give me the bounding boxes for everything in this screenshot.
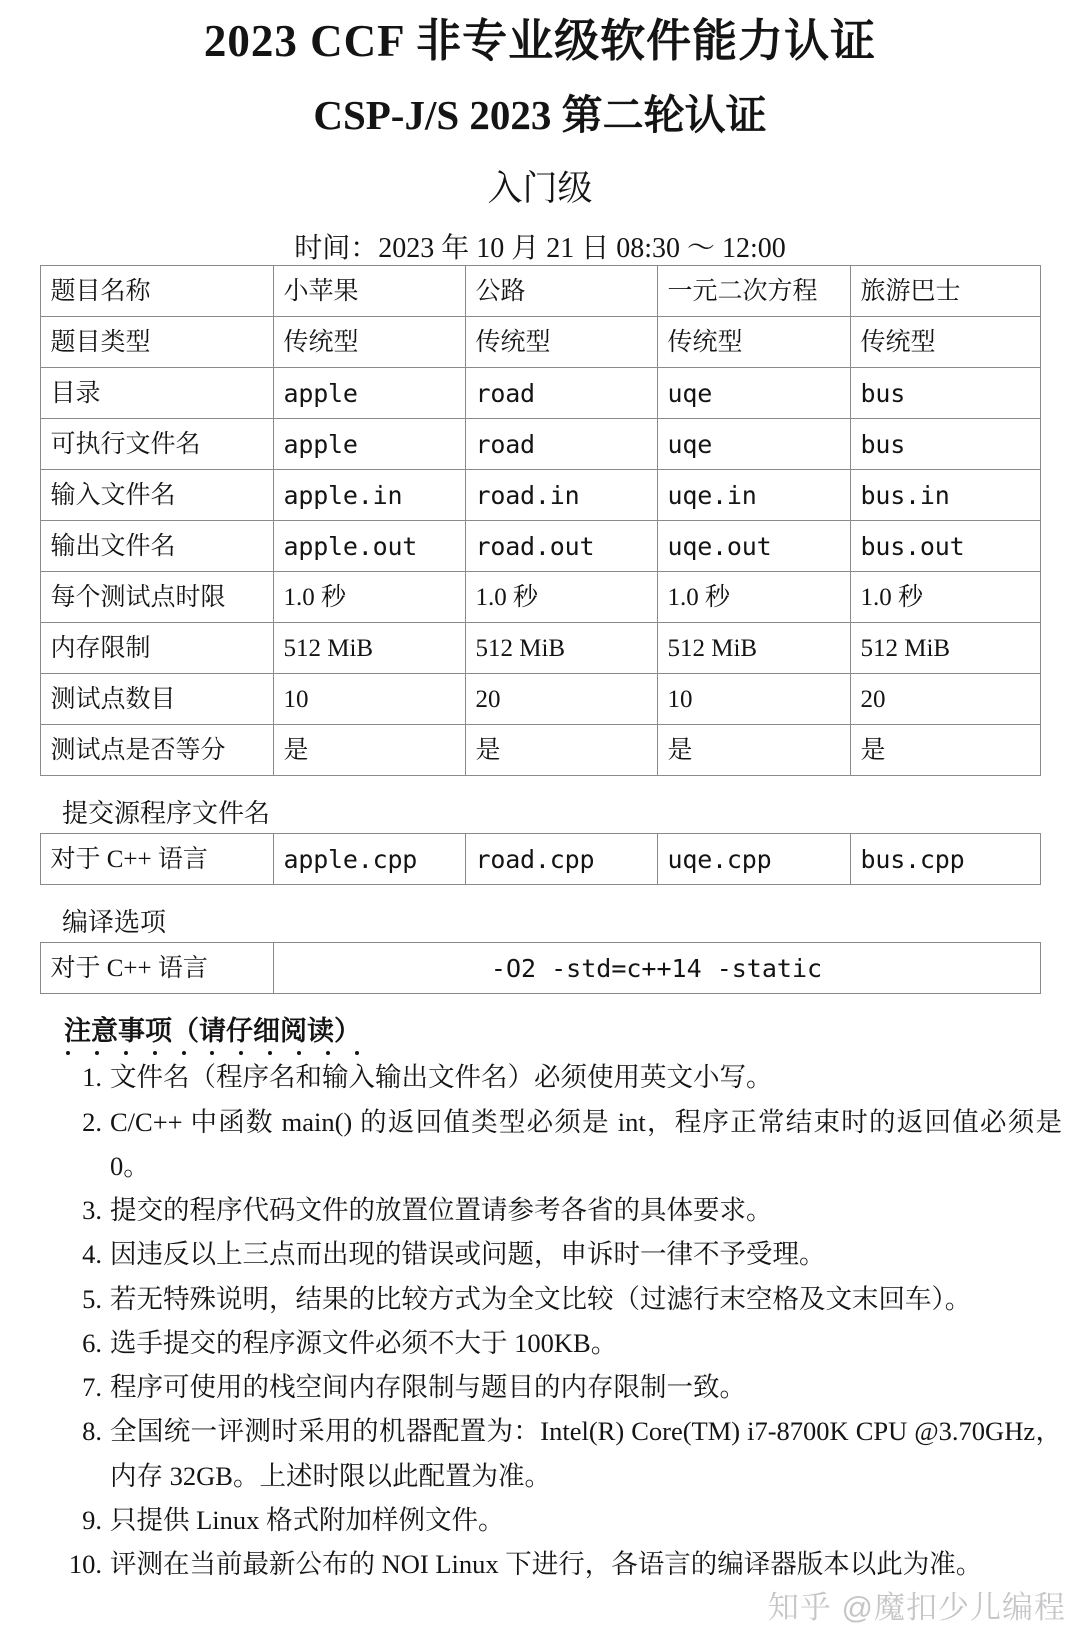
table-row xyxy=(40,470,1040,521)
cell-bus: 1.0 秒 xyxy=(850,572,1040,623)
cell-road: 传统型 xyxy=(465,317,657,368)
row-label: 可执行文件名 xyxy=(40,419,273,470)
note-item: 评测在当前最新公布的 NOI Linux 下进行，各语言的编译器版本以此为准。 xyxy=(110,1549,983,1580)
cell-apple: 512 MiB xyxy=(273,623,465,674)
table-row xyxy=(40,943,1040,994)
note-item: C/C++ 中函数 main() 的返回值类型必须是 int，程序正常结束时的返回值必须是 0。 xyxy=(110,1106,1062,1181)
note-item: 文件名（程序名和输入输出文件名）必须使用英文小写。 xyxy=(110,1062,773,1093)
cell-uqe: uqe xyxy=(657,368,850,419)
cell-apple: 10 xyxy=(273,674,465,725)
page-title-sub: CSP-J/S 2023 第二轮认证 xyxy=(313,91,767,138)
table-row xyxy=(40,623,1040,674)
source-filename-label: 提交源程序文件名 xyxy=(62,799,271,829)
cell-uqe: uqe.out xyxy=(657,521,850,572)
note-item: 全国统一评测时采用的机器配置为：Intel(R) Core(TM) i7-8700K CPU @3.70GHz，内存 32GB。上述时限以此配置为准。 xyxy=(110,1416,1062,1491)
cell-bus: bus xyxy=(850,419,1040,470)
cell-road: 1.0 秒 xyxy=(465,572,657,623)
table-row xyxy=(40,834,1040,885)
cell-road: road xyxy=(465,419,657,470)
source-file-road: road.cpp xyxy=(465,834,657,885)
cell-bus: 旅游巴士 xyxy=(850,266,1040,317)
cell-road: road.in xyxy=(465,470,657,521)
note-item: 提交的程序代码文件的放置位置请参考各省的具体要求。 xyxy=(110,1195,773,1226)
row-label: 目录 xyxy=(40,368,273,419)
row-label: 题目名称 xyxy=(40,266,273,317)
cell-apple: 是 xyxy=(273,725,465,776)
notes-heading xyxy=(64,1014,361,1049)
notes-section xyxy=(0,994,1080,1586)
cell-bus: 20 xyxy=(850,674,1040,725)
row-label: 题目类型 xyxy=(40,317,273,368)
notes-heading-text: 注意事项（请仔细阅读） xyxy=(64,1016,361,1047)
cell-apple: apple xyxy=(273,368,465,419)
note-item: 只提供 Linux 格式附加样例文件。 xyxy=(110,1504,505,1535)
cell-road: 512 MiB xyxy=(465,623,657,674)
cell-uqe: 是 xyxy=(657,725,850,776)
notes-list xyxy=(64,1055,1062,1586)
note-item: 因违反以上三点而出现的错误或问题，申诉时一律不予受理。 xyxy=(110,1239,826,1270)
cell-uqe: uqe xyxy=(657,419,850,470)
compile-row-label: 对于 C++ 语言 xyxy=(40,943,273,994)
cell-bus: bus.out xyxy=(850,521,1040,572)
compile-option-table xyxy=(40,942,1041,994)
cell-apple: apple.out xyxy=(273,521,465,572)
cell-uqe: 10 xyxy=(657,674,850,725)
source-file-apple: apple.cpp xyxy=(273,834,465,885)
note-item: 选手提交的程序源文件必须不大于 100KB。 xyxy=(110,1327,618,1358)
table-row xyxy=(40,725,1040,776)
exam-time: 时间：2023 年 10 月 21 日 08:30 ～ 12:00 xyxy=(294,233,786,265)
cell-bus: bus xyxy=(850,368,1040,419)
source-filename-table xyxy=(40,833,1041,885)
cell-apple: 传统型 xyxy=(273,317,465,368)
cell-uqe: uqe.in xyxy=(657,470,850,521)
cell-road: road xyxy=(465,368,657,419)
source-row-label: 对于 C++ 语言 xyxy=(40,834,273,885)
page-title-main: 2023 CCF 非专业级软件能力认证 xyxy=(203,16,877,66)
compile-option-label: 编译选项 xyxy=(62,908,167,938)
problem-info-table xyxy=(40,265,1041,776)
table-row xyxy=(40,521,1040,572)
table-row xyxy=(40,266,1040,317)
cell-apple: apple.in xyxy=(273,470,465,521)
cell-road: 公路 xyxy=(465,266,657,317)
table-row xyxy=(40,674,1040,725)
cell-uqe: 一元二次方程 xyxy=(657,266,850,317)
row-label: 内存限制 xyxy=(40,623,273,674)
row-label: 测试点数目 xyxy=(40,674,273,725)
cell-bus: 传统型 xyxy=(850,317,1040,368)
source-file-bus: bus.cpp xyxy=(850,834,1040,885)
table-row xyxy=(40,572,1040,623)
row-label: 输出文件名 xyxy=(40,521,273,572)
compile-flags: -O2 -std=c++14 -static xyxy=(273,943,1040,994)
row-label: 测试点是否等分 xyxy=(40,725,273,776)
row-label: 输入文件名 xyxy=(40,470,273,521)
row-label: 每个测试点时限 xyxy=(40,572,273,623)
table-row xyxy=(40,317,1040,368)
cell-apple: 小苹果 xyxy=(273,266,465,317)
cell-uqe: 1.0 秒 xyxy=(657,572,850,623)
cell-apple: apple xyxy=(273,419,465,470)
cell-road: 20 xyxy=(465,674,657,725)
note-item: 若无特殊说明，结果的比较方式为全文比较（过滤行末空格及文末回车）。 xyxy=(110,1283,972,1314)
cell-bus: 512 MiB xyxy=(850,623,1040,674)
cell-road: 是 xyxy=(465,725,657,776)
page-title-level: 入门级 xyxy=(487,168,593,208)
source-file-uqe: uqe.cpp xyxy=(657,834,850,885)
cell-apple: 1.0 秒 xyxy=(273,572,465,623)
cell-bus: bus.in xyxy=(850,470,1040,521)
watermark: 知乎 @魔扣少儿编程 xyxy=(767,1590,1066,1625)
table-row xyxy=(40,419,1040,470)
cell-uqe: 传统型 xyxy=(657,317,850,368)
note-item: 程序可使用的栈空间内存限制与题目的内存限制一致。 xyxy=(110,1372,746,1403)
cell-road: road.out xyxy=(465,521,657,572)
cell-bus: 是 xyxy=(850,725,1040,776)
cell-uqe: 512 MiB xyxy=(657,623,850,674)
table-row xyxy=(40,368,1040,419)
